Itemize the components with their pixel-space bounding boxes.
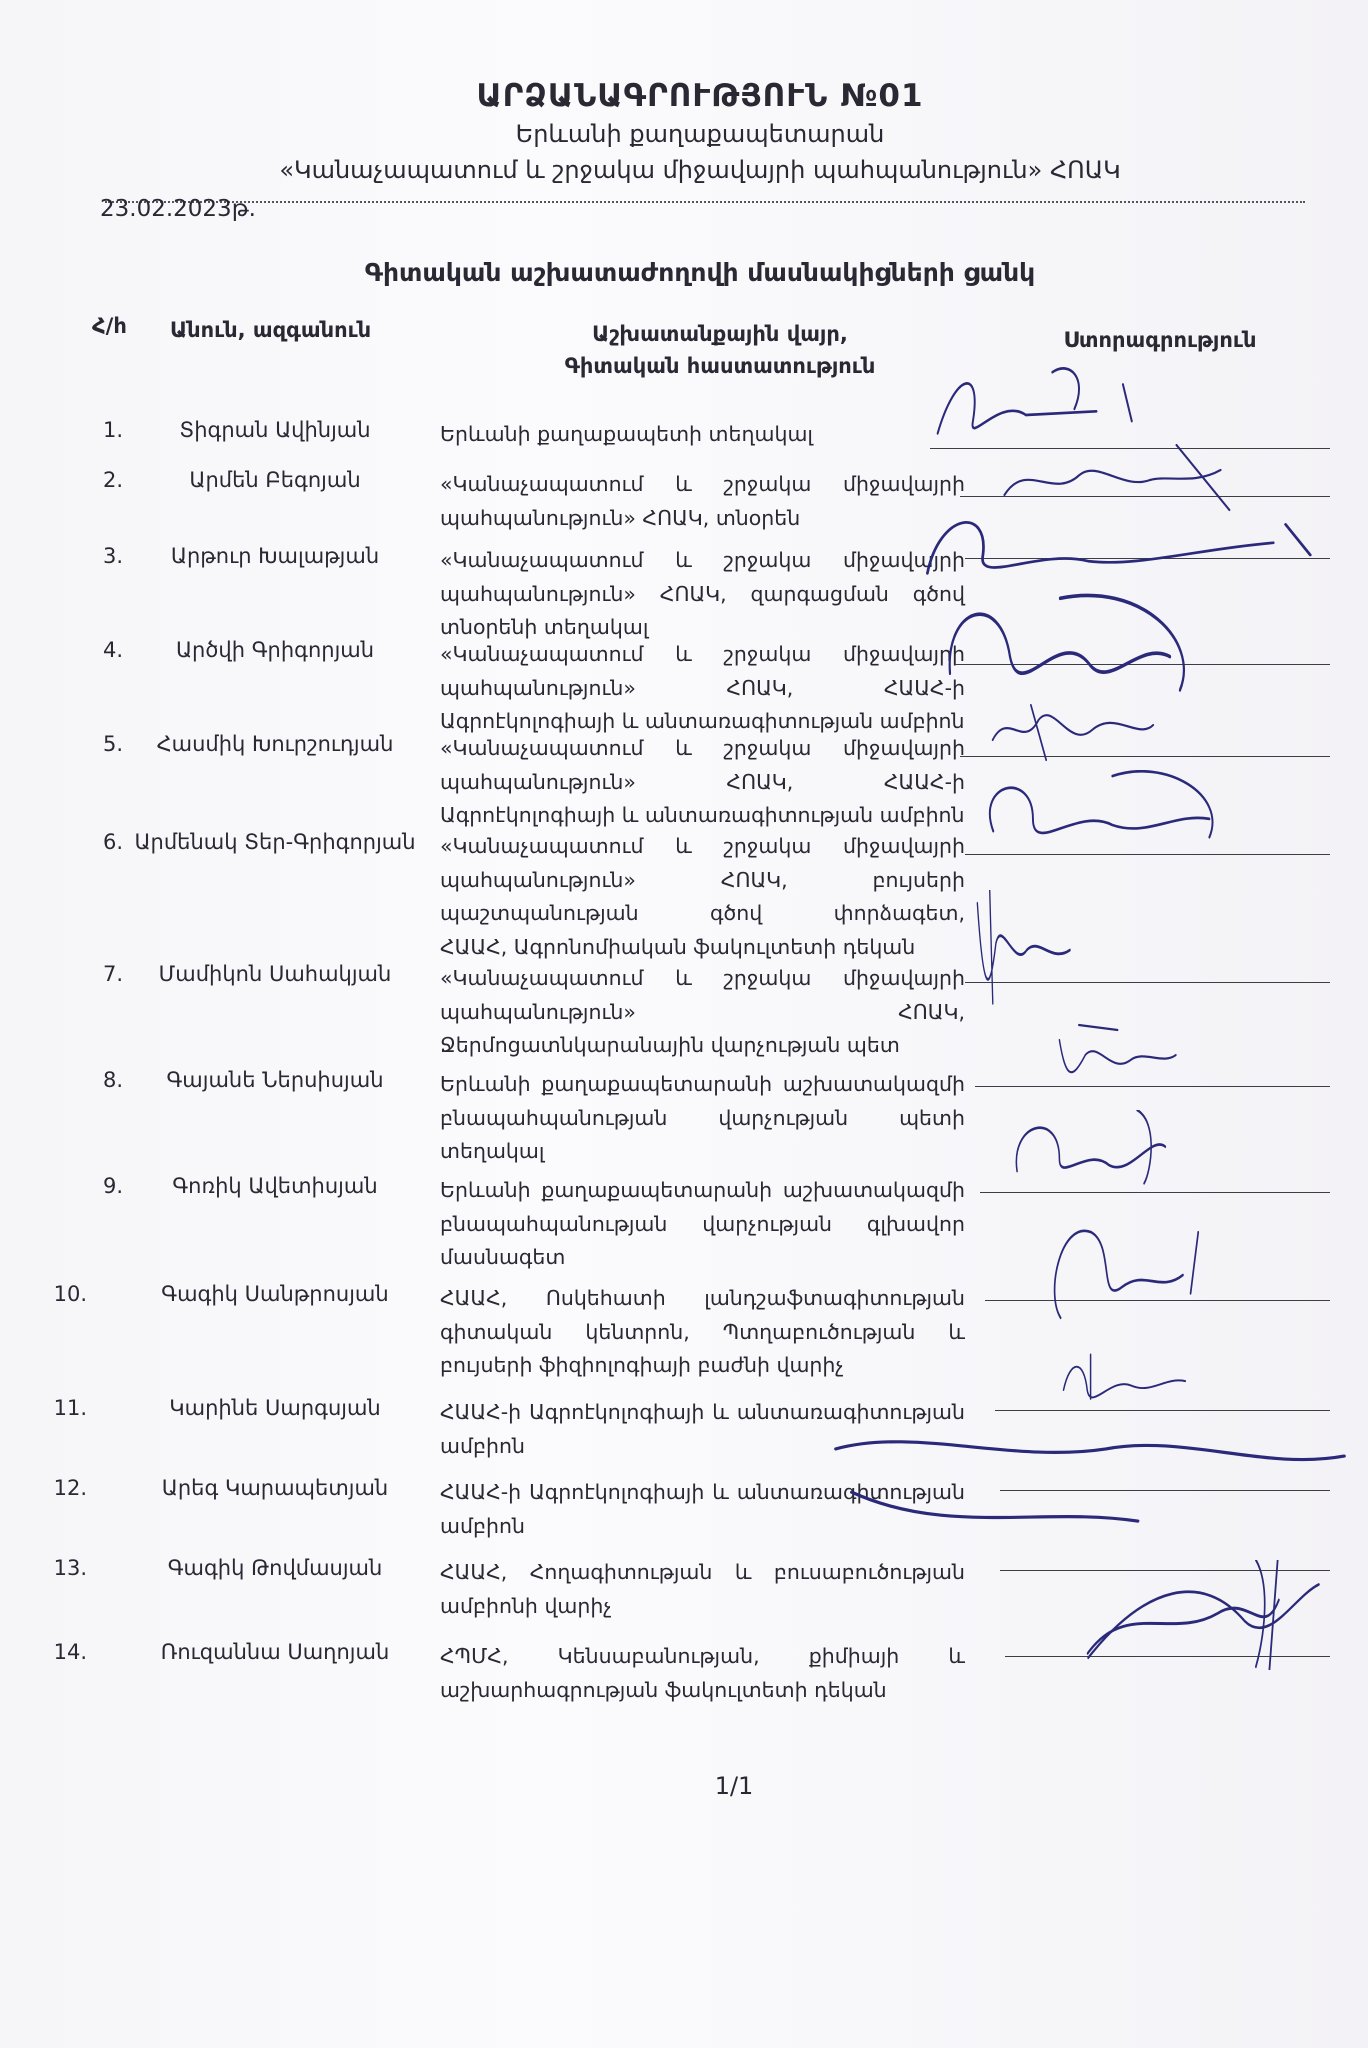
workplace-line: պահպանություն» ՀՈԱԿ, տնօրեն: [440, 505, 801, 530]
workplace-line: մասնագետ: [440, 1245, 566, 1269]
workplace-line: «Կանաչապատում և շրջակա միջավայրի: [440, 548, 965, 572]
workplace-line: պաշտպանության գծով փորձագետ,: [440, 901, 965, 925]
workplace-line: ՀԱԱՀ-ի Ագրոէկոլոգիայի և անտառագիտության: [440, 1480, 965, 1504]
participant-name: Գայանե Ներսիսյան: [166, 1068, 384, 1092]
row-number: 3.: [102, 544, 123, 568]
row-number: 4.: [102, 638, 123, 662]
row-number: 2.: [102, 468, 123, 492]
handwritten-signature: [1010, 1110, 1250, 1220]
handwritten-signature: [1040, 1020, 1260, 1110]
handwritten-signature: [965, 890, 1175, 1010]
workplace-line: Ջերմոցատնկարանային վարչության պետ: [440, 1033, 900, 1057]
header-work-2: Գիտական հաստատություն: [564, 354, 876, 378]
workplace-line: Ագրոէկոլոգիայի և անտառագիտության ամբիոն: [440, 803, 965, 827]
participant-workplace: [440, 1282, 965, 1383]
row-number: 11.: [53, 1396, 87, 1420]
list-heading: Գիտական աշխատաժողովի մասնակիցների ցանկ: [364, 258, 1036, 287]
participant-name: Գոռիկ Ավետիսյան: [172, 1174, 378, 1198]
participant-name: Կարինե Սարգսյան: [169, 1396, 381, 1420]
handwritten-signature: [1030, 1220, 1290, 1330]
workplace-line: Երևանի քաղաքապետարանի աշխատակազմի: [440, 1072, 965, 1096]
participant-name: Արմեն Բեգոյան: [189, 468, 361, 492]
workplace-line: «Կանաչապատում և շրջակա միջավայրի: [440, 642, 965, 666]
workplace-line: աշխարհագրության ֆակուլտետի դեկան: [440, 1677, 887, 1702]
handwritten-signature: [980, 770, 1280, 880]
participant-name: Տիգրան Ավինյան: [179, 418, 371, 442]
workplace-line: ամբիոն: [440, 1513, 525, 1538]
workplace-line: ՀԱԱՀ, Հողագիտության և բուսաբուծության: [440, 1560, 965, 1584]
participant-name: Արեգ Կարապետյան: [161, 1476, 389, 1500]
participant-workplace: [440, 1640, 965, 1707]
row-number: 6.: [102, 830, 123, 854]
participant-workplace: [440, 544, 965, 645]
header-dotted-rule: [105, 201, 1305, 203]
workplace-line: «Կանաչապատում և շրջակա միջավայրի: [440, 472, 965, 496]
workplace-line: ամբիոն: [440, 1433, 525, 1458]
workplace-line: ՀԱԱՀ-ի Ագրոէկոլոգիայի և անտառագիտության: [440, 1400, 965, 1424]
participant-workplace: [440, 638, 965, 739]
participant-name: Արթուր Խալաթյան: [170, 544, 380, 568]
row-number: 9.: [102, 1174, 123, 1198]
document-date: 23.02.2023թ.: [100, 196, 256, 222]
participant-workplace: [440, 468, 965, 535]
row-number: 5.: [102, 732, 123, 756]
workplace-line: պահպանություն» ՀՈԱԿ, ՀԱԱՀ-ի: [440, 675, 965, 700]
workplace-line: ՀԱԱՀ, Ոսկեհատի լանդշաֆտագիտության: [440, 1286, 965, 1310]
workplace-line: պահպանություն» ՀՈԱԿ, բույսերի: [440, 867, 965, 892]
workplace-line: բնապահպանության վարչության գլխավոր: [440, 1211, 965, 1236]
workplace-line: Ագրոէկոլոգիայի և անտառագիտության ամբիոն: [440, 709, 965, 733]
row-number: 7.: [102, 962, 123, 986]
handwritten-signature: [1050, 1350, 1280, 1430]
header-num: Հ/հ: [92, 314, 127, 338]
row-number: 1.: [102, 418, 123, 442]
workplace-line: ՀՊՄՀ, Կենսաբանության, քիմիայի և: [440, 1644, 965, 1668]
participant-name: Արծվի Գրիգորյան: [175, 638, 375, 662]
row-number: 8.: [102, 1068, 123, 1092]
workplace-line: բույսերի ֆիզիոլոգիայի բաժնի վարիչ: [440, 1353, 844, 1377]
workplace-line: ՀԱԱՀ, Ագրոնոմիական ֆակուլտետի դեկան: [440, 934, 916, 959]
header-signature: Ստորագրություն: [1063, 328, 1257, 352]
participant-workplace: [440, 732, 965, 833]
participant-name: Արմենակ Տեր-Գրիգորյան: [134, 830, 416, 854]
workplace-line: Երևանի քաղաքապետարանի աշխատակազմի: [440, 1178, 965, 1202]
page-number: 1/1: [714, 1772, 754, 1800]
row-number: 14.: [53, 1640, 87, 1664]
row-number: 13.: [53, 1556, 87, 1580]
participant-name: Գագիկ Թովմասյան: [167, 1556, 383, 1580]
row-number: 10.: [53, 1282, 87, 1306]
workplace-line: պահպանություն» ՀՈԱԿ, ՀԱԱՀ-ի: [440, 769, 965, 794]
workplace-line: «Կանաչապատում և շրջակա միջավայրի: [440, 736, 965, 760]
handwritten-signature: [820, 1420, 1360, 1550]
workplace-line: գիտական կենտրոն, Պտղաբուծության և: [440, 1319, 965, 1344]
workplace-line: Երևանի քաղաքապետի տեղակալ: [440, 422, 813, 446]
participant-name: Ռուզաննա Սաղոյան: [160, 1640, 390, 1664]
document-subtitle-1: Երևանի քաղաքապետարան: [515, 120, 885, 148]
participant-name: Գագիկ Սանթրոսյան: [161, 1282, 389, 1306]
handwritten-signature: [1080, 1560, 1340, 1680]
participant-name: Հասմիկ Խուրշուդյան: [156, 732, 394, 756]
workplace-line: պահպանություն» ՀՈԱԿ, զարգացման գծով: [440, 581, 965, 606]
participant-workplace: [440, 418, 965, 452]
participant-workplace: [440, 830, 965, 964]
participant-workplace: [440, 1556, 965, 1623]
workplace-line: «Կանաչապատում և շրջակա միջավայրի: [440, 966, 965, 990]
workplace-line: ամբիոնի վարիչ: [440, 1593, 612, 1618]
document-subtitle-2: «Կանաչապատում և շրջակա միջավայրի պահպանություն» ՀՈԱԿ: [279, 156, 1121, 184]
participant-workplace: [440, 1068, 965, 1169]
workplace-line: «Կանաչապատում և շրջակա միջավայրի: [440, 834, 965, 858]
workplace-line: պահպանություն» ՀՈԱԿ,: [440, 999, 965, 1024]
document-title: ԱՐՁԱՆԱԳՐՈՒԹՅՈՒՆ №01: [476, 78, 924, 114]
header-name: Անուն, ազգանուն: [170, 318, 372, 342]
participant-name: Մամիկոն Սահակյան: [158, 962, 392, 986]
workplace-line: տնօրենի տեղակալ: [440, 615, 649, 639]
participant-workplace: [440, 962, 965, 1063]
row-number: 12.: [53, 1476, 87, 1500]
workplace-line: բնապահպանության վարչության պետի: [440, 1105, 965, 1130]
participant-workplace: [440, 1174, 965, 1275]
workplace-line: տեղակալ: [440, 1139, 545, 1163]
header-work-1: Աշխատանքային վայր,: [592, 322, 848, 346]
